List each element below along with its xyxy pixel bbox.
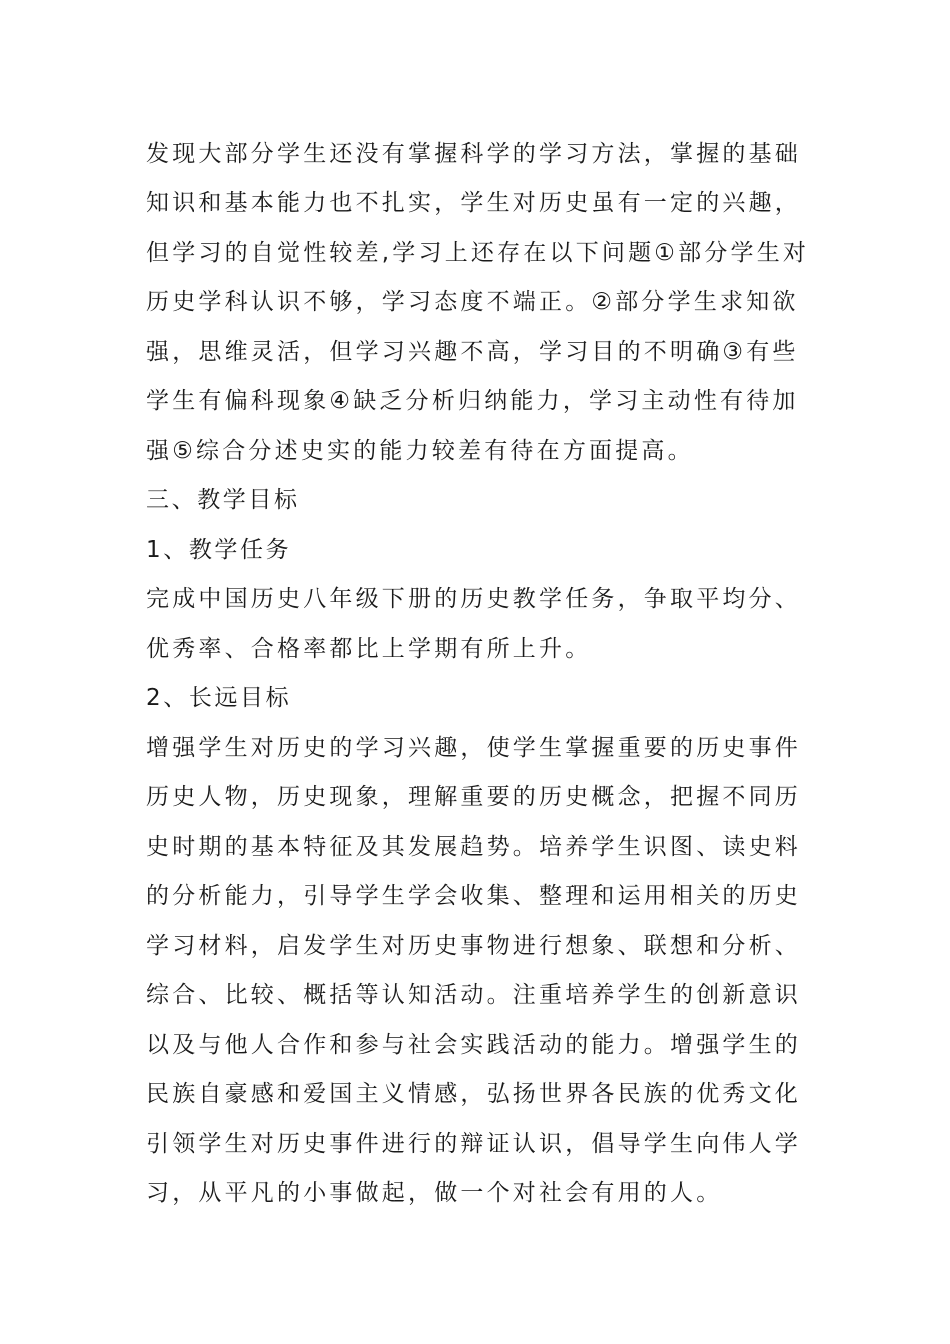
body-text-line: 以及与他人合作和参与社会实践活动的能力。增强学生的	[146, 1032, 801, 1058]
subsection-heading: 2、长远目标	[146, 685, 292, 711]
body-text-line: 学习材料，启发学生对历史事物进行想象、联想和分析、	[146, 933, 801, 959]
body-text-line: 历史学科认识不够，学习态度不端正。②部分学生求知欲	[146, 289, 799, 315]
body-text-line: 引领学生对历史事件进行的辩证认识，倡导学生向伟人学	[146, 1131, 801, 1157]
body-text-line: 强，思维灵活，但学习兴趣不高，学习目的不明确③有些	[146, 339, 799, 365]
body-text-line: 强⑤综合分述史实的能力较差有待在方面提高。	[146, 438, 694, 464]
body-text-line: 知识和基本能力也不扎实，学生对历史虽有一定的兴趣，	[146, 190, 801, 216]
body-text-line: 综合、比较、概括等认知活动。注重培养学生的创新意识	[146, 982, 801, 1008]
body-text-line: 学生有偏科现象④缺乏分析归纳能力，学习主动性有待加	[146, 388, 799, 414]
body-text-line: 完成中国历史八年级下册的历史教学任务，争取平均分、	[146, 586, 801, 612]
body-text-line: 发现大部分学生还没有掌握科学的学习方法，掌握的基础	[146, 141, 801, 167]
body-text-line: 优秀率、合格率都比上学期有所上升。	[146, 636, 592, 662]
subsection-heading: 1、教学任务	[146, 537, 292, 563]
body-text-line: 民族自豪感和爱国主义情感，弘扬世界各民族的优秀文化	[146, 1081, 801, 1107]
body-text-line: 史时期的基本特征及其发展趋势。培养学生识图、读史料	[146, 834, 801, 860]
body-text-line: 但学习的自觉性较差,学习上还存在以下问题①部分学生对	[146, 240, 810, 266]
body-text-line: 历史人物，历史现象，理解重要的历史概念，把握不同历	[146, 784, 801, 810]
body-text-line: 的分析能力，引导学生学会收集、整理和运用相关的历史	[146, 883, 801, 909]
section-heading: 三、教学目标	[146, 487, 300, 513]
body-text-line: 增强学生对历史的学习兴趣，使学生掌握重要的历史事件	[146, 735, 801, 761]
body-text-line: 习，从平凡的小事做起，做一个对社会有用的人。	[146, 1180, 723, 1206]
